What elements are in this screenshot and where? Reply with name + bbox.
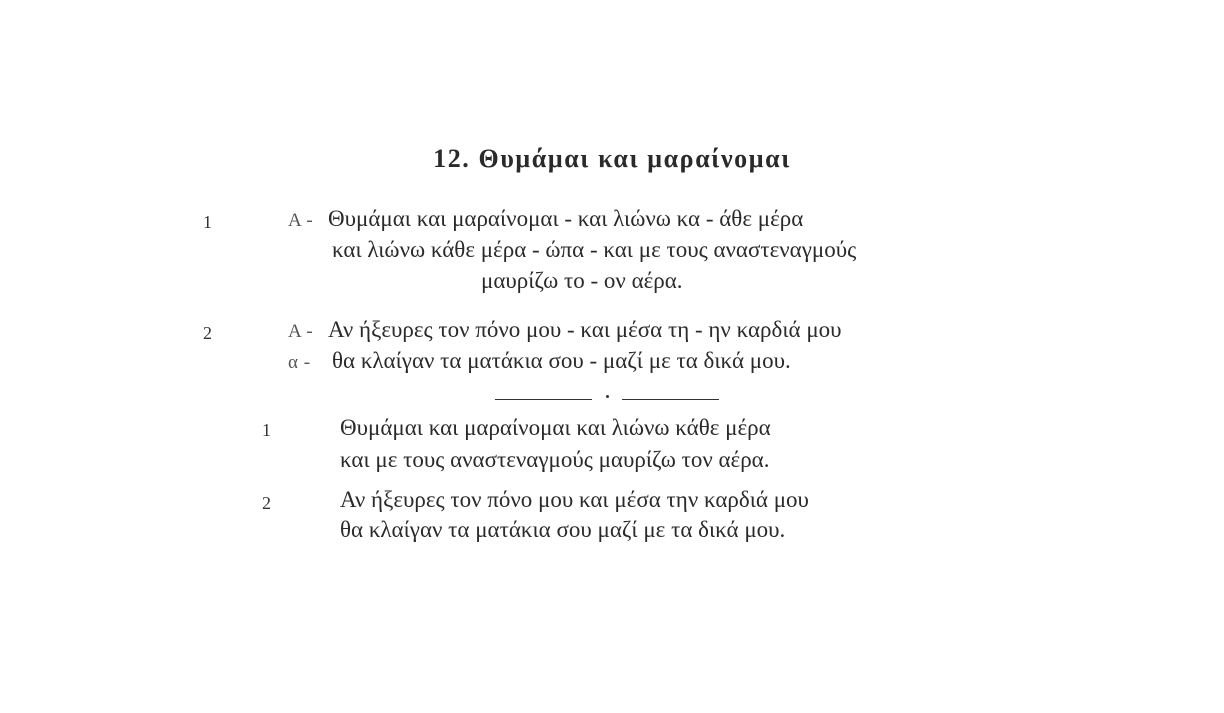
plain-verse-2-line-1: Αν ήξευρες τον πόνο μου και μέσα την καρδιά μου xyxy=(340,487,809,512)
sung-verse-1-line-3: μαυρίζω το - ον αέρα. xyxy=(481,268,683,293)
sung-verse-2-marker-2: α - xyxy=(288,352,311,373)
sung-verse-1-marker: Α - xyxy=(288,210,314,231)
sung-verse-2-line-1: Αν ήξευρες τον πόνο μου - και μέσα τη - ην καρδιά μου xyxy=(328,317,842,342)
sung-verse-2-line-2: θα κλαίγαν τα ματάκια σου - μαζί με τα δικά μου. xyxy=(332,348,791,373)
sung-verse-2-marker-1: Α - xyxy=(288,321,314,342)
sung-verse-1-line-2: και λιώνω κάθε μέρα - ώπα - και με τους αναστεναγμούς xyxy=(332,237,857,262)
sung-verse-1-line-1: Θυμάμαι και μαραίνομαι - και λιώνω κα - άθε μέρα xyxy=(328,206,804,231)
plain-verse-1-number: 1 xyxy=(262,420,271,440)
plain-verse-1-line-2: και με τους αναστεναγμούς μαυρίζω τον αέρα. xyxy=(340,447,770,472)
separator-left-line xyxy=(495,399,592,400)
song-title: 12. Θυμάμαι και μαραίνομαι xyxy=(433,144,791,173)
plain-verse-1-line-1: Θυμάμαι και μαραίνομαι και λιώνω κάθε μέρα xyxy=(340,415,771,440)
plain-verse-2-line-2: θα κλαίγαν τα ματάκια σου μαζί με τα δικά μου. xyxy=(340,517,786,542)
sung-verse-1-number: 1 xyxy=(203,212,212,232)
separator-right-line xyxy=(622,399,719,400)
sung-verse-2-number: 2 xyxy=(203,323,212,343)
plain-verse-2-number: 2 xyxy=(262,493,271,513)
separator-dot xyxy=(606,395,609,398)
